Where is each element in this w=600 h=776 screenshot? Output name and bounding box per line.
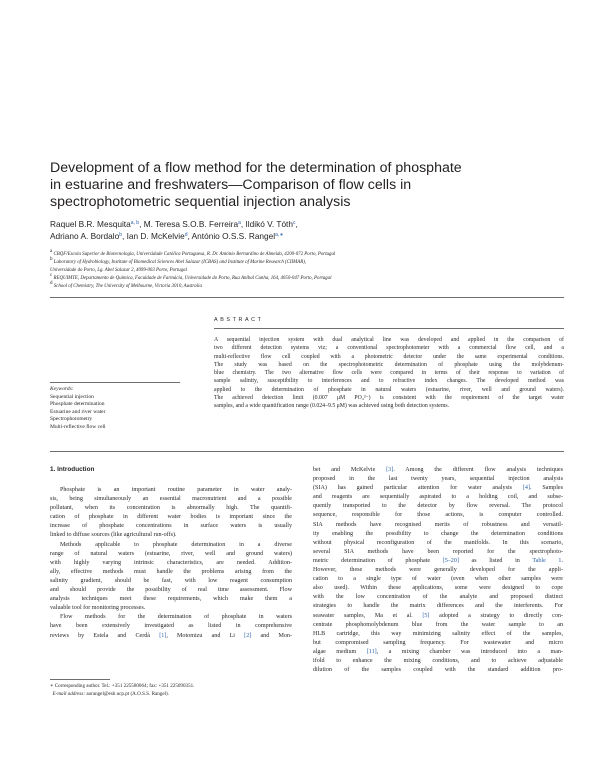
body-text-line: analysis techniques meet these requirements, which make them a <box>50 596 292 603</box>
keywords <box>50 386 190 432</box>
citation-link[interactable]: [11] <box>366 648 377 655</box>
body-text-line: Phosphate is an important routine parameter in water analy- <box>60 487 292 493</box>
abstract-line: sample salinity, susceptibility to interferences and to refractive index changes. The developed method was <box>214 378 564 385</box>
keyword-item: Estuarine and river water <box>50 408 106 415</box>
keywords-divider <box>50 382 180 383</box>
email-link[interactable]: aorangel@esb.ucp.pt (A.O.S.S. Rangel). <box>86 690 169 697</box>
citation-link[interactable]: [4] <box>522 485 530 492</box>
body-text-line: without physical reconfiguration of the manifolds. In this scenario, <box>313 539 563 546</box>
left-column <box>50 486 292 641</box>
article-title <box>50 160 520 211</box>
title-line: in estuarine and freshwaters—Comparison of flow cells in <box>50 177 412 193</box>
abstract-line: blue chemistry. The two alternative flow cells were compared in terms of their response to variation of <box>214 370 564 377</box>
keyword-item: Phosphate determination <box>50 401 105 408</box>
keyword-item: Sequential injection <box>50 393 94 400</box>
body-text-line: algae medium [11], a mixing chamber was introduced into a man- <box>313 648 563 655</box>
affiliations <box>50 251 560 291</box>
footnote-divider <box>50 679 110 680</box>
abstract-top-divider <box>214 328 564 329</box>
body-text-line: Flow methods for the determination of phosphate in waters <box>60 614 292 621</box>
author-affil-link[interactable]: b <box>119 232 122 238</box>
abstract-line: applied to the determination of phosphate in natural waters (estuarine, river, well and ground waters). <box>214 386 564 393</box>
author-affil-link[interactable]: a <box>238 220 241 226</box>
body-text-line: have been extensively investigated as listed in comprehensive <box>50 623 292 630</box>
body-text-line: with the low concentration of the analyte and proposed distinct <box>313 594 563 601</box>
body-text-line: valuable tool for monitoring processes. <box>50 605 146 612</box>
body-text-line: ity enabling the possibility to change the determination conditions <box>313 530 563 537</box>
abstract-line: The achieved detection limit (0.007 μM PO₄³⁻) is consistent with the requirement of the target water <box>214 395 564 402</box>
email-label: E-mail address: <box>52 690 86 697</box>
author-name: Raquel B.R. Mesquita <box>50 219 131 229</box>
author-affil-link[interactable]: c <box>292 220 296 226</box>
title-line: Development of a flow method for the determination of phosphate <box>50 160 462 176</box>
author-name: Ian D. McKelvie <box>126 231 185 241</box>
body-text-line: cation of phosphate in different water bodies is important since the <box>50 514 292 521</box>
body-text-line: However, these methods were generally developed for the appli- <box>313 567 563 574</box>
keyword-item: Multi-reflective flow cell <box>50 423 106 430</box>
body-text-line: ally, effective methods must handle the problems arising from the <box>50 568 292 575</box>
body-text-line: but compromised sampling frequency. For wastewater and micro <box>313 639 563 646</box>
author-affil-link[interactable]: a,∗ <box>275 232 284 238</box>
body-text-line: bet and McKelvie [3]. Among the different flow analysis techniques <box>313 467 563 473</box>
abstract-line: multi-reflective flow cell coupled with a photometric detector under the same experimental conditions. <box>214 353 564 360</box>
affiliation-item: Universidade do Porto, Lg. Abel Salazar 2, 4099-003 Porto, Portugal <box>50 267 187 273</box>
keywords-label: Keywords: <box>50 386 74 392</box>
body-text-line: salinity gradient, should be fast, with low reagent consumption <box>50 577 292 584</box>
affiliation-item: $^d$ School of Chemistry, The University of Melbourne, Victoria 3010, Australia <box>50 280 202 289</box>
author-name: M. Teresa S.O.B. Ferreira <box>143 219 239 229</box>
body-text-line: metric determination of phosphate [5–20] as listed in Table 1. <box>313 557 563 564</box>
affiliation-item: $^c$ REQUIMTE, Departamento de Química, Faculdade de Farmácia, Universidade do Porto, Rua Aníbal Cunha, 164, 4050-047 Porto, Portugal <box>50 272 332 281</box>
author-name: Ildikó V. Tóth <box>245 219 293 229</box>
body-text-line: centrate phosphomolybdenum blue from the water sample to an <box>313 621 563 628</box>
body-text-line: dilution of the samples coupled with the standard addition pro- <box>313 667 563 674</box>
abstract-line: The study was based on the spectrophotometric determination of phosphate using the molybdenum- <box>214 361 564 368</box>
abstract-body <box>214 336 564 411</box>
right-column <box>313 466 563 675</box>
body-text-line: sis, being simultaneously an essential macronutrient and a possible <box>50 496 292 503</box>
body-text-line: ifold to enhance the mixing conditions, and to achieve adjustable <box>313 657 563 664</box>
affiliation-item: $^a$ CBQF/Escola Superior de Biotecnologia, Universidade Católica Portuguesa, R. Dr. António Bernardino de Almeida, 4200-072 Porto, Portugal <box>50 249 336 257</box>
body-text-line: several SIA methods have been reported for the spectrophoto- <box>313 548 563 555</box>
citation-link[interactable]: [5–20] <box>442 557 459 564</box>
abstract-bottom-divider <box>50 451 564 452</box>
author-name: António O.S.S. Rangel <box>191 231 276 241</box>
body-text-line: and should provide the possibility of real time assessment. Flow <box>50 587 292 594</box>
citation-link[interactable]: [2] <box>244 632 252 639</box>
author-list: Raquel B.R. Mesquita$^{a, b}$, M. Teresa S.O.B. Ferreira$^a$, Ildikó V. Tóth$^c$, Adriano A. Bordalo$^b$, Ian D. McKelvie$^d$, António O.S.S. Rangel$^{a,∗}$ <box>50 219 298 241</box>
abstract-line: two different detection systems viz; a conventional spectrophotometer with a commercial flow cell, and a <box>214 345 564 352</box>
title-line: spectrophotometric sequential injection analysis <box>50 194 351 210</box>
body-text-line: with highly varying intrinsic characteristics, are needed. Addition- <box>50 559 292 566</box>
body-text-line: HLB cartridge, this way minimizing salinity effect of the samples, <box>313 630 563 637</box>
body-text-line: strategies to handle the matrix differences and the interferents. For <box>313 603 563 610</box>
body-text-line: cation to a single type of water (even when other samples were <box>313 576 563 583</box>
keyword-item: Spectrophotometry <box>50 416 93 423</box>
body-text-line: also used). Within these applications, some were designed to cope <box>313 585 563 592</box>
footnote <box>50 683 310 698</box>
body-text-line: quently transported to the detector by flow reversal. The protocol <box>313 503 563 510</box>
body-text-line: range of natural waters (estuarine, river, well and ground waters) <box>50 550 292 557</box>
body-text-line: reviews by Estela and Cerdà [1], Motomizu and Li [2] and Mon- <box>50 632 292 639</box>
citation-link[interactable]: [3] <box>386 467 394 473</box>
body-text-line: proposed in the last twenty years, sequential injection analysis <box>313 476 563 483</box>
author-name: Adriano A. Bordalo <box>50 231 120 241</box>
abstract-line: samples, and a wide quantification range (0.024–9.5 μM) was achieved using both detection systems. <box>214 403 450 410</box>
body-text-line: (SIA) has gained particular attention for water analysis [4]. Samples <box>313 485 563 492</box>
author-affil-link[interactable]: d <box>184 232 188 238</box>
author-affil-link[interactable]: a, b <box>130 220 140 226</box>
body-text-line: SIA methods have recognised merits of robustness and versatil- <box>313 521 563 528</box>
body-text-line: linked to diffuse sources (like agricultural run-offs). <box>50 532 177 539</box>
body-text-line: and reagents are sequentially aspirated to a holding coil, and subse- <box>313 494 563 501</box>
abstract-heading: ABSTRACT <box>214 317 264 323</box>
body-text-line: sequence, responsible for those actions, is computer controlled. <box>313 512 563 519</box>
abstract-line: A sequential injection system with dual analytical line was developed and applied in the comparison of <box>214 337 564 343</box>
citation-link[interactable]: [1] <box>159 632 167 639</box>
corresponding-author-note: ∗ Corresponding author. Tel.: +351 225580064; fax: +351 225090351. <box>50 683 195 689</box>
body-text-line: increase of phosphate concentrations in surface waters is usually <box>50 523 292 530</box>
section-heading: 1. Introduction <box>50 466 95 473</box>
body-text-line: seawater samples, Ma et al. [5] adopted a strategy to directly con- <box>313 612 563 619</box>
citation-link[interactable]: [5] <box>422 612 430 619</box>
body-text-line: Methods applicable to phosphate determination in a diverse <box>60 541 292 548</box>
header-divider <box>50 297 564 298</box>
body-text-line: pollutant, when its concentration is abnormally high. The quantifi- <box>50 505 292 512</box>
citation-link[interactable]: Table 1 <box>532 557 562 564</box>
affiliation-item: $^b$ Laboratory of Hydrobiology, Institute of Biomedical Sciences Abel Salazar (ICBAS) and Institute of Marine Research (CIIMAR), <box>50 256 307 265</box>
